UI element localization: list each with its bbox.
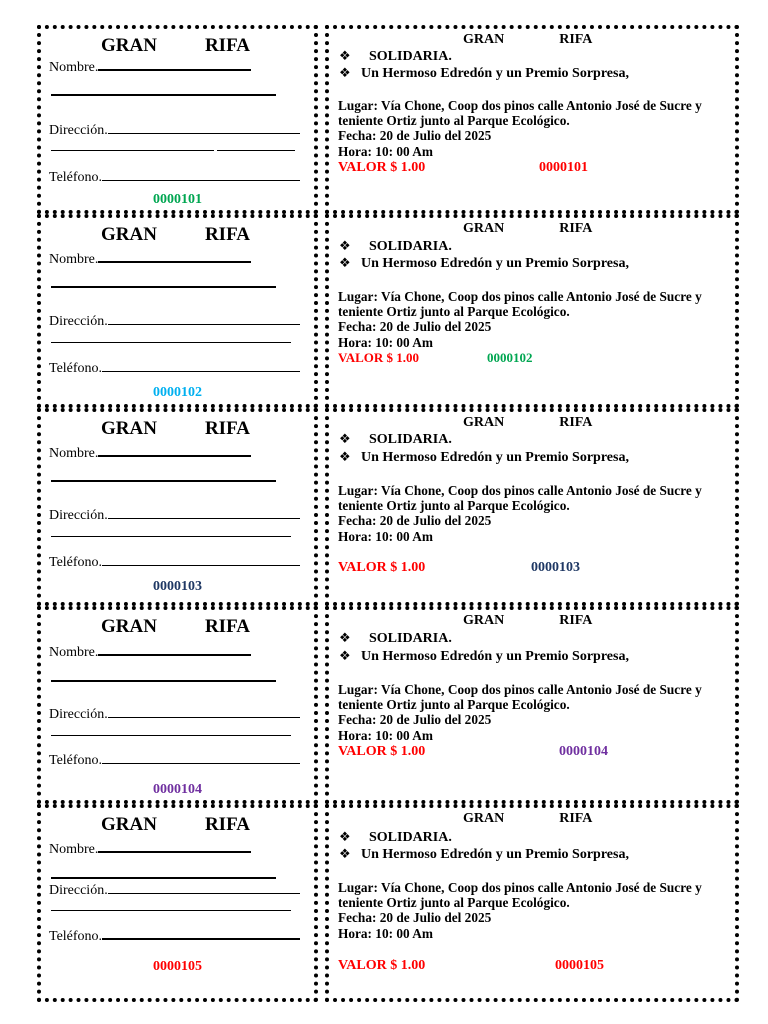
price-label: VALOR $ 1.00 <box>338 160 426 175</box>
address-line-2 <box>51 342 291 343</box>
date-text: Fecha: 20 de Julio del 2025 <box>338 712 492 728</box>
date-text: Fecha: 20 de Julio del 2025 <box>338 513 492 529</box>
ticket-number: 0000104 <box>559 744 608 759</box>
event-info <box>338 289 734 350</box>
place-text: Lugar: Vía Chone, Coop dos pinos calle Antonio José de Sucre y teniente Ortiz junto al Parque Ecológico. <box>338 682 702 713</box>
place-text: Lugar: Vía Chone, Coop dos pinos calle Antonio José de Sucre y teniente Ortiz junto al Parque Ecológico. <box>338 483 702 514</box>
prize-line-2: ❖ Un Hermoso Edredón y un Premio Sorpresa, <box>339 66 629 81</box>
ticket-number: 0000103 <box>531 560 580 575</box>
raffle-stub-4 <box>37 606 318 804</box>
name-field[interactable]: Nombre. <box>49 842 251 858</box>
place-text: Lugar: Vía Chone, Coop dos pinos calle Antonio José de Sucre y teniente Ortiz junto al Parque Ecológico. <box>338 98 702 129</box>
prize-line-1: ❖ SOLIDARIA. <box>339 830 452 845</box>
event-info <box>338 682 734 743</box>
name-line-2 <box>51 877 276 879</box>
diamond-bullet-icon: ❖ <box>339 256 351 271</box>
date-text: Fecha: 20 de Julio del 2025 <box>338 910 492 926</box>
address-field[interactable]: Dirección. <box>49 508 300 524</box>
ticket-number: 0000105 <box>555 958 604 973</box>
raffle-stub-2 <box>37 214 318 408</box>
event-info <box>338 98 734 159</box>
stub-number: 0000104 <box>153 782 202 797</box>
address-line-2 <box>51 536 291 537</box>
name-line-2 <box>51 480 276 482</box>
place-text: Lugar: Vía Chone, Coop dos pinos calle Antonio José de Sucre y teniente Ortiz junto al Parque Ecológico. <box>338 289 702 320</box>
diamond-bullet-icon: ❖ <box>339 631 351 646</box>
diamond-bullet-icon: ❖ <box>339 66 351 81</box>
phone-field[interactable]: Teléfono. <box>49 170 300 186</box>
ticket-number: 0000102 <box>487 350 533 365</box>
price-label: VALOR $ 1.00 <box>338 958 426 973</box>
diamond-bullet-icon: ❖ <box>339 239 351 254</box>
diamond-bullet-icon: ❖ <box>339 450 351 465</box>
ticket-title: GRAN RIFA <box>463 221 593 236</box>
time-text: Hora: 10: 00 Am <box>338 334 433 350</box>
stub-title: GRAN RIFA <box>101 35 250 56</box>
name-line-2 <box>51 94 276 96</box>
ticket-title: GRAN RIFA <box>463 415 593 430</box>
prize-line-2: ❖ Un Hermoso Edredón y un Premio Sorpresa, <box>339 847 629 862</box>
address-field[interactable]: Dirección. <box>49 123 300 139</box>
time-text: Hora: 10: 00 Am <box>338 925 433 941</box>
prize-line-1: ❖ SOLIDARIA. <box>339 631 452 646</box>
diamond-bullet-icon: ❖ <box>339 847 351 862</box>
raffle-ticket-2 <box>325 214 739 408</box>
event-info <box>338 880 734 941</box>
stub-title: GRAN RIFA <box>101 814 250 835</box>
time-text: Hora: 10: 00 Am <box>338 143 433 159</box>
time-text: Hora: 10: 00 Am <box>338 727 433 743</box>
event-info <box>338 483 734 544</box>
name-line-2 <box>51 680 276 682</box>
address-line-2b <box>217 150 295 151</box>
stub-number: 0000103 <box>153 579 202 594</box>
address-line-2 <box>51 910 291 911</box>
name-field[interactable]: Nombre. <box>49 252 251 268</box>
diamond-bullet-icon: ❖ <box>339 649 351 664</box>
place-text: Lugar: Vía Chone, Coop dos pinos calle Antonio José de Sucre y teniente Ortiz junto al Parque Ecológico. <box>338 880 702 911</box>
ticket-title: GRAN RIFA <box>463 811 593 826</box>
raffle-ticket-5 <box>325 804 739 1002</box>
phone-field[interactable]: Teléfono. <box>49 555 300 571</box>
stub-title: GRAN RIFA <box>101 616 250 637</box>
address-field[interactable]: Dirección. <box>49 883 300 899</box>
address-field[interactable]: Dirección. <box>49 314 300 330</box>
stub-number: 0000102 <box>153 385 202 400</box>
prize-line-1: ❖ SOLIDARIA. <box>339 432 452 447</box>
diamond-bullet-icon: ❖ <box>339 432 351 447</box>
diamond-bullet-icon: ❖ <box>339 49 351 64</box>
prize-line-2: ❖ Un Hermoso Edredón y un Premio Sorpresa, <box>339 450 629 465</box>
raffle-ticket-3 <box>325 408 739 606</box>
name-field[interactable]: Nombre. <box>49 645 251 661</box>
address-field[interactable]: Dirección. <box>49 707 300 723</box>
phone-field[interactable]: Teléfono. <box>49 361 300 377</box>
price-label: VALOR $ 1.00 <box>338 744 426 759</box>
price-label: VALOR $ 1.00 <box>338 560 426 575</box>
name-line-2 <box>51 286 276 288</box>
raffle-ticket-4 <box>325 606 739 804</box>
phone-field[interactable]: Teléfono. <box>49 753 300 769</box>
address-line-2 <box>51 735 291 736</box>
stub-number: 0000101 <box>153 192 202 207</box>
raffle-ticket-1 <box>325 25 739 214</box>
time-text: Hora: 10: 00 Am <box>338 528 433 544</box>
stub-title: GRAN RIFA <box>101 418 250 439</box>
ticket-number: 0000101 <box>539 160 588 175</box>
raffle-stub-1 <box>37 25 318 214</box>
date-text: Fecha: 20 de Julio del 2025 <box>338 319 492 335</box>
diamond-bullet-icon: ❖ <box>339 830 351 845</box>
date-text: Fecha: 20 de Julio del 2025 <box>338 128 492 144</box>
price-label: VALOR $ 1.00 <box>338 350 420 365</box>
raffle-stub-5 <box>37 804 318 1002</box>
name-field[interactable]: Nombre. <box>49 446 251 462</box>
prize-line-1: ❖ SOLIDARIA. <box>339 49 452 64</box>
phone-field[interactable]: Teléfono. <box>49 929 300 945</box>
prize-line-2: ❖ Un Hermoso Edredón y un Premio Sorpresa, <box>339 649 629 664</box>
prize-line-2: ❖ Un Hermoso Edredón y un Premio Sorpresa, <box>339 256 629 271</box>
stub-number: 0000105 <box>153 959 202 974</box>
address-line-2a <box>51 150 214 151</box>
name-field[interactable]: Nombre. <box>49 60 251 76</box>
prize-line-1: ❖ SOLIDARIA. <box>339 239 452 254</box>
ticket-title: GRAN RIFA <box>463 613 593 628</box>
raffle-stub-3 <box>37 408 318 606</box>
stub-title: GRAN RIFA <box>101 224 250 245</box>
ticket-title: GRAN RIFA <box>463 32 593 47</box>
